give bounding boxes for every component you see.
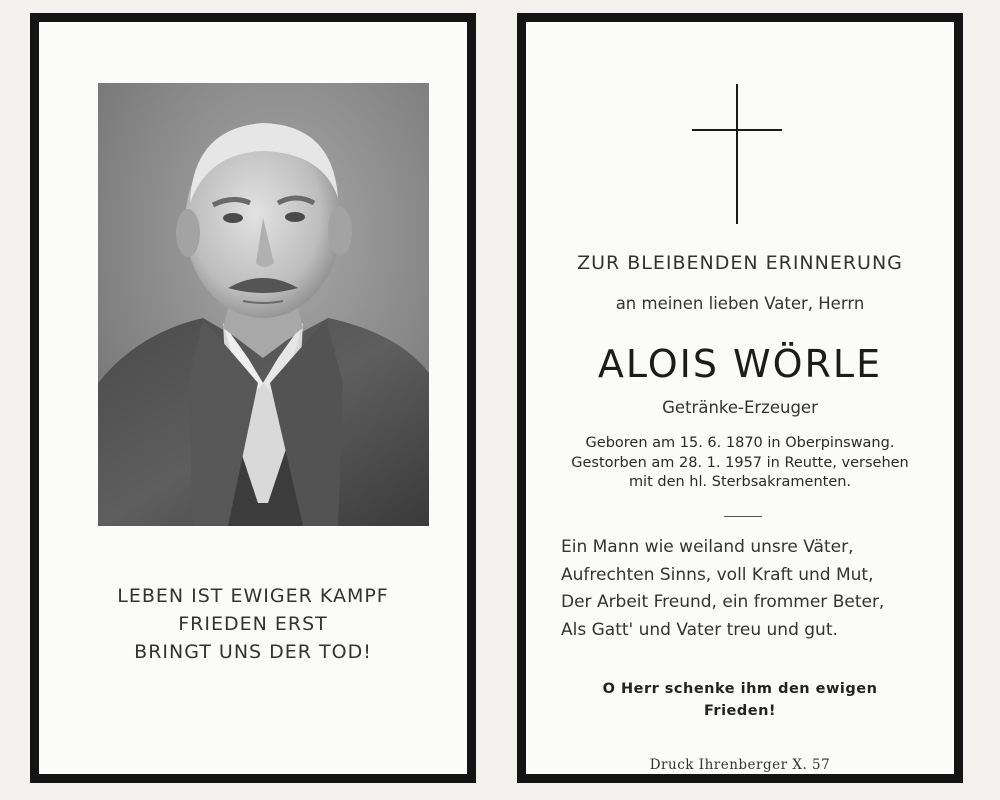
deceased-name: ALOIS WÖRLE [597,342,883,386]
prayer-line: Frieden! [703,703,777,719]
dedication-line: an meinen lieben Vater, Herrn [615,294,865,313]
memorial-motto [39,582,467,666]
poem-line: Als Gatt' und Vater treu und gut. [561,619,838,640]
remembrance-heading: ZUR BLEIBENDEN ERINNERUNG [577,252,903,274]
portrait-image [98,83,429,526]
motto-line: LEBEN IST EWIGER KAMPF [117,585,389,607]
motto-line: BRINGT UNS DER TOD! [134,641,372,663]
divider [724,516,762,517]
memorial-card-left [30,13,476,783]
death-line: Gestorben am 28. 1. 1957 in Reutte, versehen [571,454,909,471]
memorial-card-right [517,13,963,783]
printer-imprint: Druck Ihrenberger X. 57 [649,757,831,773]
poem-line: Der Arbeit Freund, ein frommer Beter, [561,592,885,612]
birth-line: Geboren am 15. 6. 1870 in Oberpinswang. [585,435,895,451]
memorial-poem [561,534,884,644]
poem-line: Aufrechten Sinns, voll Kraft und Mut, [561,564,874,585]
prayer-line: O Herr schenke ihm den ewigen [602,681,878,697]
motto-line: FRIEDEN ERST [178,613,328,635]
poem-line: Ein Mann wie weiland unsre Väter, [561,537,854,557]
life-dates [526,434,954,493]
occupation: Getränke-Erzeuger [662,398,818,417]
closing-prayer [526,678,954,722]
sacraments-line: mit den hl. Sterbsakramenten. [628,474,852,490]
cross-icon [687,84,787,224]
portrait-photo [98,83,429,526]
